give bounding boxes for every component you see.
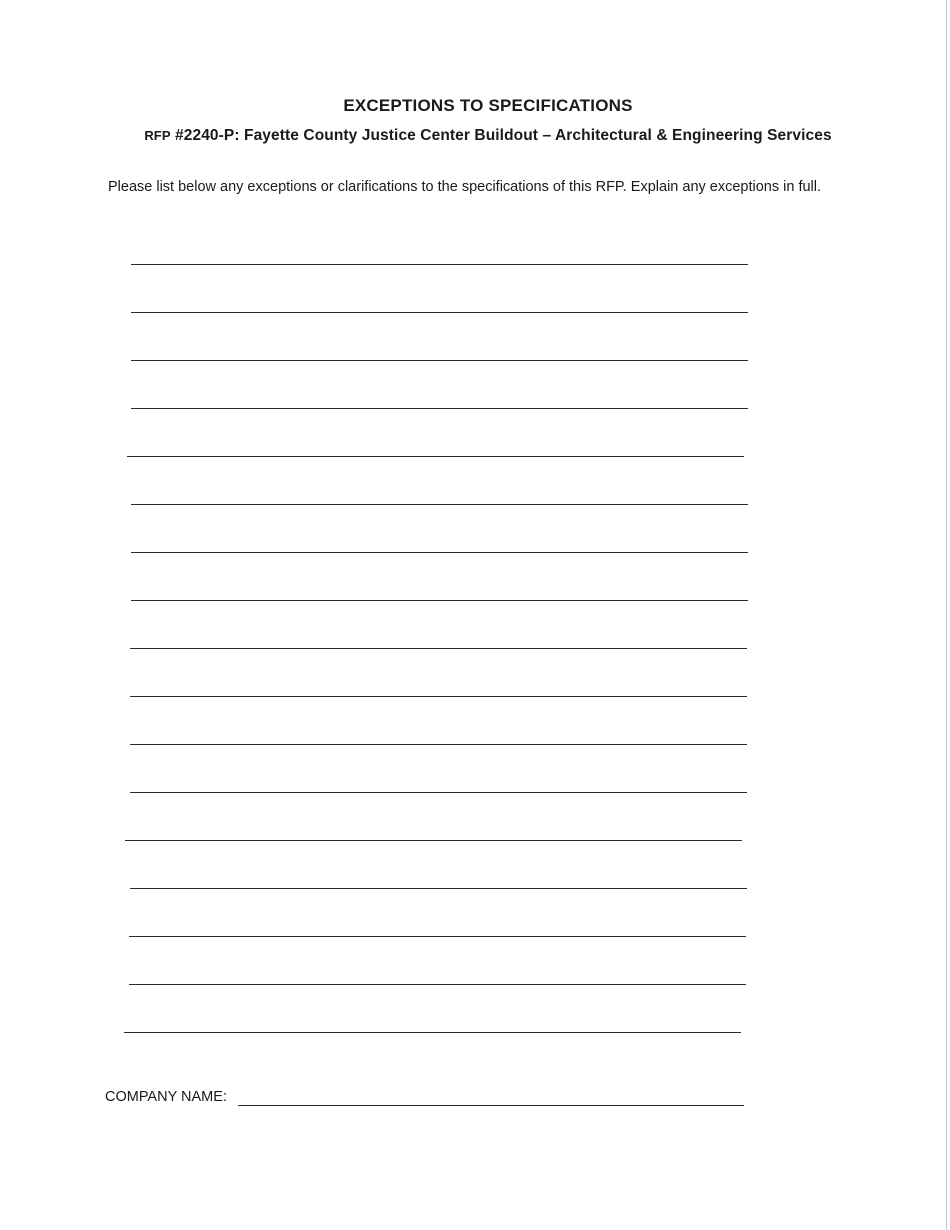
answer-line[interactable] — [131, 408, 748, 409]
answer-line[interactable] — [130, 744, 747, 745]
answer-line[interactable] — [130, 792, 747, 793]
answer-line[interactable] — [130, 648, 747, 649]
company-name-field[interactable] — [238, 1105, 744, 1106]
subtitle-text: #2240-P: Fayette County Justice Center Buildout – Architectural & Engineering Services — [175, 127, 832, 144]
answer-line[interactable] — [127, 456, 744, 457]
instructions-text: Please list below any exceptions or clarifications to the specifications of this RFP. Explain any exceptions in full. — [108, 179, 822, 195]
answer-line[interactable] — [131, 600, 748, 601]
answer-line[interactable] — [131, 504, 748, 505]
answer-line[interactable] — [131, 360, 748, 361]
answer-line[interactable] — [129, 936, 746, 937]
answer-line[interactable] — [130, 696, 747, 697]
subtitle-prefix: RFP — [144, 128, 171, 143]
answer-line[interactable] — [130, 888, 747, 889]
page-subtitle — [0, 127, 950, 145]
page-edge — [946, 0, 947, 1230]
company-name-label: COMPANY NAME: — [105, 1089, 227, 1105]
answer-line[interactable] — [131, 312, 748, 313]
answer-line[interactable] — [129, 984, 746, 985]
page-title: EXCEPTIONS TO SPECIFICATIONS — [343, 96, 633, 115]
answer-line[interactable] — [131, 552, 748, 553]
answer-line[interactable] — [125, 840, 742, 841]
answer-line[interactable] — [124, 1032, 741, 1033]
answer-line[interactable] — [131, 264, 748, 265]
